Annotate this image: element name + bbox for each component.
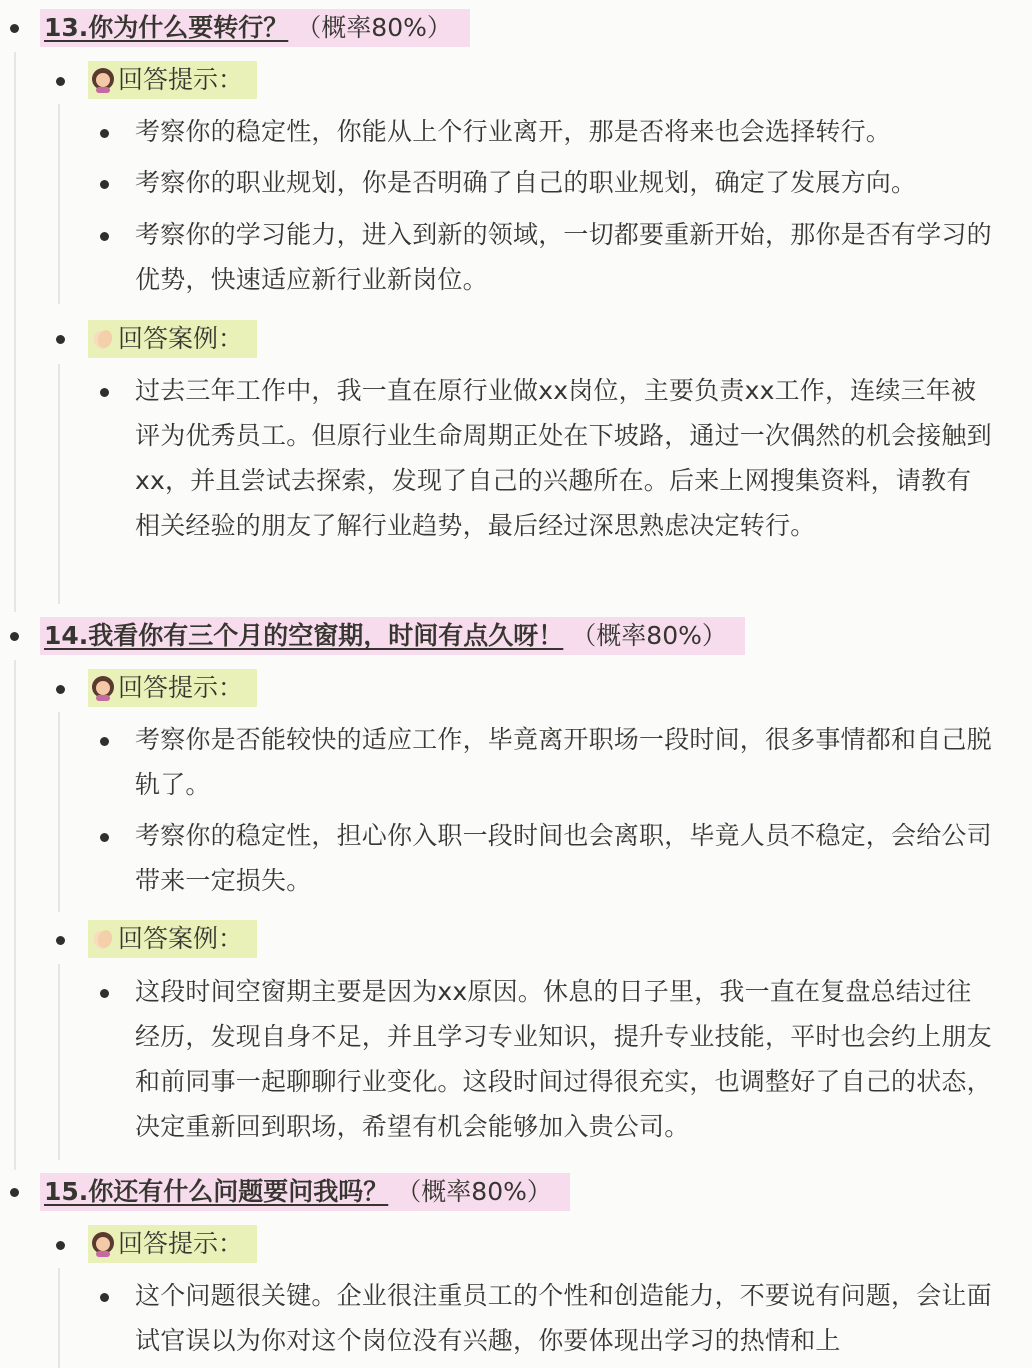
woman-emoji-icon — [90, 1231, 116, 1257]
list-bullet — [56, 77, 65, 86]
hint-text: 考察你的职业规划，你是否明确了自己的职业规划，确定了发展方向。 — [135, 168, 917, 197]
question-heading — [40, 1173, 570, 1211]
list-bullet — [100, 232, 109, 241]
list-bullet — [56, 936, 65, 945]
woman-emoji-icon — [90, 675, 116, 701]
clapping-hands-icon — [90, 926, 116, 952]
example-label — [88, 920, 257, 958]
example-text: 这段时间空窗期主要是因为xx原因。休息的日子里，我一直在复盘总结过往经历，发现自身不足，并且学习专业知识，提升专业技能，平时也会约上朋友和前同事一起聊聊行业变化。这段时间过得很充实，也调整好了自己的状态，决定重新回到职场，希望有机会能够加入贵公司。 — [135, 977, 992, 1141]
list-bullet — [100, 989, 109, 998]
example-label-text: 回答案例： — [118, 324, 244, 353]
list-bullet — [56, 335, 65, 344]
question-probability: （概率80%） — [571, 621, 727, 650]
woman-emoji-icon — [90, 67, 116, 93]
list-bullet — [100, 833, 109, 842]
list-bullet — [10, 1188, 19, 1197]
hint-label — [88, 1225, 257, 1263]
indent-guide — [58, 964, 60, 1160]
example-label — [88, 320, 257, 358]
example-text: 过去三年工作中，我一直在原行业做xx岗位，主要负责xx工作，连续三年被评为优秀员工。但原行业生命周期正处在下坡路，通过一次偶然的机会接触到xx，并且尝试去探索，发现了自己的兴趣所在。后来上网搜集资料，请教有相关经验的朋友了解行业趋势，最后经过深思熟虑决定转行。 — [135, 376, 992, 540]
indent-guide — [14, 660, 16, 1170]
question-heading — [40, 9, 470, 47]
hint-label — [88, 669, 257, 707]
list-bullet — [10, 24, 19, 33]
hint-label-text: 回答提示： — [118, 1229, 244, 1258]
clapping-hands-icon — [90, 326, 116, 352]
indent-guide — [58, 104, 60, 304]
indent-guide — [14, 52, 16, 612]
hint-text: 考察你的学习能力，进入到新的领域，一切都要重新开始，那你是否有学习的优势，快速适应新行业新岗位。 — [135, 220, 992, 294]
indent-guide — [58, 712, 60, 912]
question-title: 15.你还有什么问题要问我吗？ — [44, 1177, 389, 1206]
hint-text: 这个问题很关键。企业很注重员工的个性和创造能力，不要说有问题，会让面试官误以为你对这个岗位没有兴趣，你要体现出学习的热情和上 — [135, 1281, 992, 1355]
question-probability: （概率80%） — [396, 1177, 552, 1206]
list-bullet — [56, 685, 65, 694]
indent-guide — [58, 364, 60, 604]
example-label-text: 回答案例： — [118, 924, 244, 953]
hint-text: 考察你的稳定性，你能从上个行业离开，那是否将来也会选择转行。 — [135, 117, 892, 146]
question-title: 14.我看你有三个月的空窗期，时间有点久呀！ — [44, 621, 564, 650]
hint-label — [88, 61, 257, 99]
list-bullet — [100, 737, 109, 746]
list-bullet — [56, 1241, 65, 1250]
question-heading — [40, 617, 745, 655]
list-bullet — [100, 1293, 109, 1302]
list-bullet — [100, 388, 109, 397]
hint-text: 考察你的稳定性，担心你入职一段时间也会离职，毕竟人员不稳定，会给公司带来一定损失。 — [135, 821, 992, 895]
question-title: 13.你为什么要转行？ — [44, 13, 289, 42]
list-bullet — [100, 180, 109, 189]
hint-label-text: 回答提示： — [118, 65, 244, 94]
indent-guide — [58, 1268, 60, 1368]
hint-text: 考察你是否能较快的适应工作，毕竟离开职场一段时间，很多事情都和自己脱轨了。 — [135, 725, 992, 799]
hint-label-text: 回答提示： — [118, 673, 244, 702]
question-probability: （概率80%） — [296, 13, 452, 42]
list-bullet — [100, 129, 109, 138]
list-bullet — [10, 632, 19, 641]
